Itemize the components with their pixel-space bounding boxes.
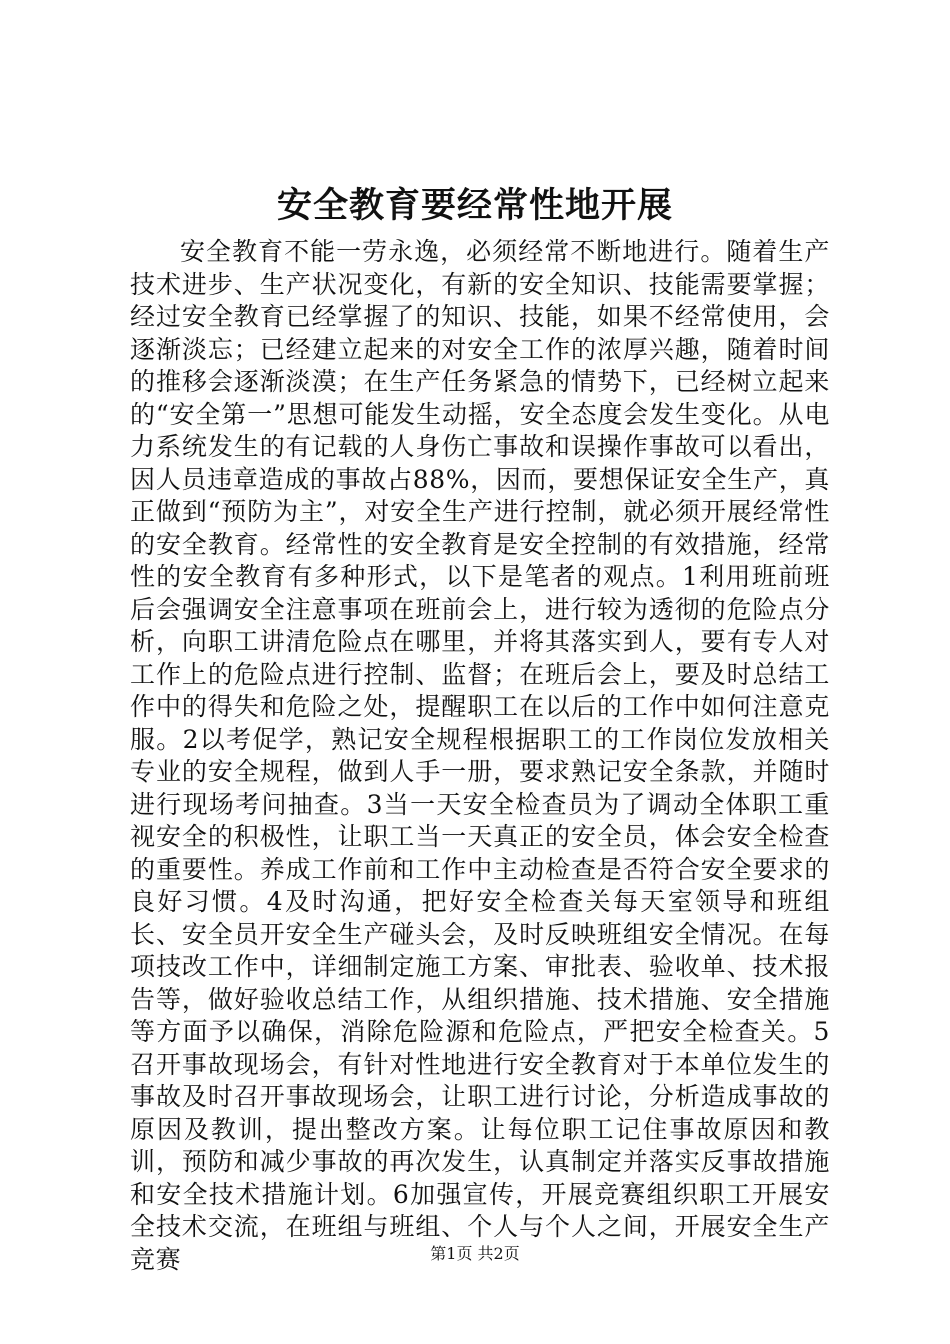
page-number-footer: 第1页 共2页 [430, 1244, 520, 1263]
document-title: 安全教育要经常性地开展 [276, 185, 673, 226]
document-body-paragraph: 安全教育不能一劳永逸，必须经常不断地进行。随着生产技术进步、生产状况变化，有新的安全知识、技能需要掌握；经过安全教育已经掌握了的知识、技能，如果不经常使用，会逐渐淡忘；已经建立起来的对安全工作的浓厚兴趣，随着时间的推移会逐渐淡漠；在生产任务紧急的情势下，已经树立起来的“安全第一”思想可能发生动摇，安全态度会发生变化。从电力系统发生的有记载的人身伤亡事故和误操作事故可以看出，因人员违章造成的事故占88%，因而，要想保证安全生产，真正做到“预防为主”，对安全生产进行控制，就必须开展经常性的安全教育。经常性的安全教育是安全控制的有效措施，经常性的安全教育有多种形式，以下是笔者的观点。1利用班前班后会强调安全注意事项在班前会上，进行较为透彻的危险点分析，向职工讲清危险点在哪里，并将其落实到人，要有专人对工作上的危险点进行控制、监督；在班后会上，要及时总结工作中的得失和危险之处，提醒职工在以后的工作中如何注意克服。2以考促学，熟记安全规程根据职工的工作岗位发放相关专业的安全规程，做到人手一册，要求熟记安全条款，并随时进行现场考问抽查。3当一天安全检查员为了调动全体职工重视安全的积极性，让职工当一天真正的安全员，体会安全检查的重要性。养成工作前和工作中主动检查是否符合安全要求的良好习惯。4及时沟通，把好安全检查关每天室领导和班组长、安全员开安全生产碰头会，及时反映班组安全情况。在每项技改工作中，详细制定施工方案、审批表、验收单、技术报告等，做好验收总结工作，从组织措施、技术措施、安全措施等方面予以确保，消除危险源和危险点，严把安全检查关。5召开事故现场会，有针对性地进行安全教育对于本单位发生的事故及时召开事故现场会，让职工进行讨论，分析造成事故的原因及教训，提出整改方案。让每位职工记住事故原因和教训，预防和减少事故的再次发生，认真制定并落实反事故措施和安全技术措施计划。6加强宣传，开展竞赛组织职工开展安全技术交流，在班组与班组、个人与个人之间，开展安全生产竞赛 [130, 237, 830, 1274]
